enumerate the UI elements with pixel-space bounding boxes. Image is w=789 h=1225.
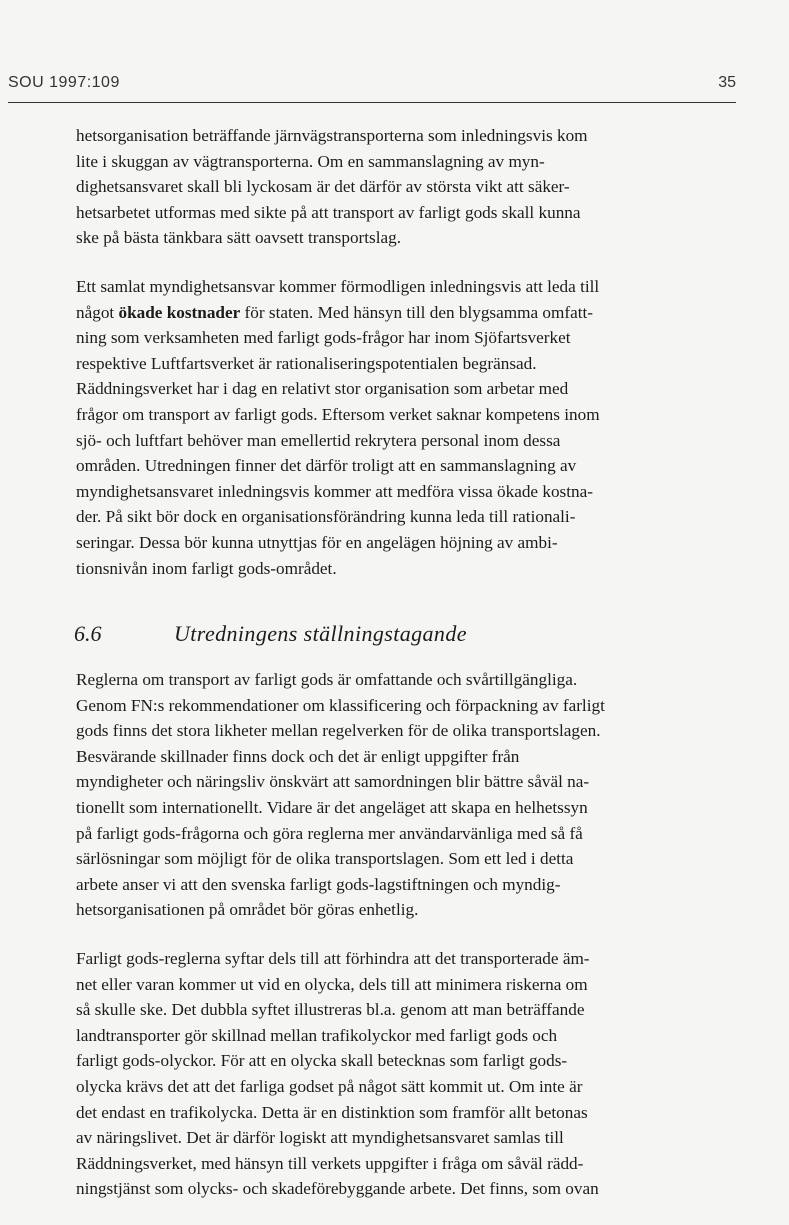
body-text bbox=[76, 123, 716, 604]
text-line: respektive Luftfartsverket är rationaliseringspotentialen begränsad. bbox=[76, 353, 537, 373]
paragraph-1 bbox=[76, 123, 716, 251]
text-line: seringar. Dessa bör kunna utnyttjas för en angelägen höjning av ambi- bbox=[76, 532, 558, 552]
emphasized-text: ökade kostnader bbox=[118, 302, 241, 322]
text-line: det endast en trafikolycka. Detta är en distinktion som framför allt betonas bbox=[76, 1102, 588, 1122]
text-line: olycka krävs det att det farliga godset på något sätt kommit ut. Om inte är bbox=[76, 1076, 583, 1096]
text-line: särlösningar som möjligt för de olika transportslagen. Som ett led i detta bbox=[76, 849, 574, 869]
text-line: landtransporter gör skillnad mellan trafikolyckor med farligt gods och bbox=[76, 1025, 558, 1045]
text-line: på farligt gods-frågorna och göra reglerna mer användarvänliga med så få bbox=[76, 823, 583, 843]
text-line: sjö- och luftfart behöver man emellertid rekrytera personal inom dessa bbox=[76, 430, 561, 450]
paragraph-2 bbox=[76, 274, 716, 581]
text-line bbox=[76, 300, 716, 326]
text-line: frågor om transport av farligt gods. Eftersom verket saknar kompetens inom bbox=[76, 404, 600, 424]
document-reference: SOU 1997:109 bbox=[8, 74, 120, 91]
text-line: hetsorganisationen på området bör göras enhetlig. bbox=[76, 900, 419, 920]
text-line: av näringslivet. Det är därför logiskt att myndighetsansvaret samlas till bbox=[76, 1128, 564, 1148]
text-line: Ett samlat myndighetsansvar kommer förmodligen inledningsvis att leda till bbox=[76, 276, 600, 296]
section-number: 6.6 bbox=[74, 621, 102, 646]
paragraph-3 bbox=[76, 667, 716, 923]
text-line: dighetsansvaret skall bli lyckosam är det därför av största vikt att säker- bbox=[76, 177, 570, 197]
page-header bbox=[8, 74, 736, 96]
text-line: farligt gods-olyckor. För att en olycka skall betecknas som farligt gods- bbox=[76, 1051, 568, 1071]
text-line: så skulle ske. Det dubbla syftet illustreras bl.a. genom att man beträffande bbox=[76, 1000, 585, 1020]
text-run: något bbox=[76, 302, 119, 322]
text-line: tionsnivån inom farligt gods-området. bbox=[76, 558, 337, 578]
text-line: gods finns det stora likheter mellan regelverken för de olika transportslagen. bbox=[76, 721, 601, 741]
text-line: der. På sikt bör dock en organisationsförändring kunna leda till rationali- bbox=[76, 507, 576, 527]
text-line: lite i skuggan av vägtransporterna. Om en sammanslagning av myn- bbox=[76, 151, 545, 171]
text-line: Räddningsverket har i dag en relativt stor organisation som arbetar med bbox=[76, 379, 569, 399]
text-line: tionellt som internationellt. Vidare är det angeläget att skapa en helhetssyn bbox=[76, 797, 588, 817]
text-line: ning som verksamheten med farligt gods-frågor har inom Sjöfartsverket bbox=[76, 328, 571, 348]
page-number: 35 bbox=[718, 74, 736, 91]
section-title: Utredningens ställningstagande bbox=[174, 621, 467, 646]
text-line: Besvärande skillnader finns dock och det är enligt uppgifter från bbox=[76, 746, 520, 766]
text-line: Räddningsverket, med hänsyn till verkets uppgifter i fråga om såväl rädd- bbox=[76, 1153, 584, 1173]
text-line: ske på bästa tänkbara sätt oavsett transportslag. bbox=[76, 228, 402, 248]
text-line: hetsorganisation beträffande järnvägstransporterna som inledningsvis kom bbox=[76, 126, 588, 145]
text-line: ningstjänst som olycks- och skadeförebyggande arbete. Det finns, som ovan bbox=[76, 1179, 599, 1199]
section-body bbox=[76, 667, 716, 1225]
paragraph-4 bbox=[76, 946, 716, 1202]
text-line: hetsarbetet utformas med sikte på att transport av farligt gods skall kunna bbox=[76, 202, 581, 222]
text-line: myndigheter och näringsliv önskvärt att samordningen blir bättre såväl na- bbox=[76, 772, 590, 792]
header-rule bbox=[8, 102, 736, 103]
text-line: områden. Utredningen finner det därför troligt att en sammanslagning av bbox=[76, 456, 577, 476]
text-line: Farligt gods-reglerna syftar dels till att förhindra att det transporterade äm- bbox=[76, 948, 590, 968]
text-line: net eller varan kommer ut vid en olycka, dels till att minimera riskerna om bbox=[76, 974, 588, 994]
text-run: för staten. Med hänsyn till den blygsamma omfatt- bbox=[240, 302, 593, 322]
text-line: arbete anser vi att den svenska farligt gods-lagstiftningen och myndig- bbox=[76, 874, 561, 894]
text-line: Genom FN:s rekommendationer om klassificering och förpackning av farligt bbox=[76, 695, 605, 715]
section-heading bbox=[74, 621, 714, 651]
text-line: myndighetsansvaret inledningsvis kommer att medföra vissa ökade kostna- bbox=[76, 481, 593, 501]
text-line: Reglerna om transport av farligt gods är omfattande och svårtillgängliga. bbox=[76, 670, 578, 689]
